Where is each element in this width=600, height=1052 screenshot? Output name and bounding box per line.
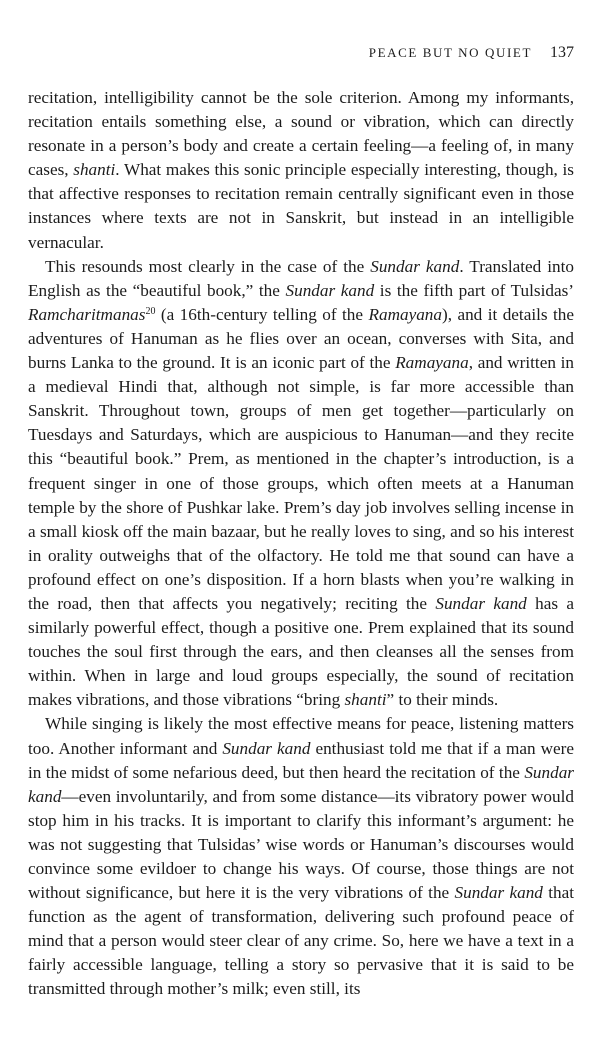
italic-run: shanti <box>73 160 116 180</box>
text-run: enthusiast told me that if a man were in the midst of some nefarious deed, but then heard the recitation of the <box>28 738 574 782</box>
italic-run: Sundar kand <box>222 738 311 758</box>
text-run: that function as the agent of transformation, delivering such profound peace of mind that a person would steer clear of any crime. So, here we have a text in a fairly accessible language, telling a story so pervasive that it is said to be transmitted through mother’s milk; even still, its <box>28 883 574 999</box>
italic-run: shanti <box>344 690 387 710</box>
italic-run: Sundar kand <box>28 762 574 806</box>
text-run: ” to their minds. <box>386 690 499 710</box>
italic-run: Sundar kand <box>435 593 527 613</box>
italic-run: Ramayana <box>368 304 442 324</box>
italic-run: Sundar kand <box>285 280 375 300</box>
footnote-ref: 20 <box>145 305 156 317</box>
text-run: (a 16th-century telling of the <box>155 304 369 324</box>
running-head <box>340 44 574 62</box>
text-run: This resounds most clearly in the case of the <box>45 256 371 276</box>
paragraph <box>28 712 574 1001</box>
paragraph <box>28 86 574 255</box>
paragraph <box>28 255 574 713</box>
italic-run: Sundar kand <box>370 256 460 276</box>
text-run: . What makes this sonic principle especially interesting, though, is that affective responses to recitation remain centrally significant even in those instances where texts are not in Sanskrit, but instead in an intelligible vernacular. <box>28 160 574 252</box>
text-run: is the fifth part of Tulsidas’ <box>374 280 574 300</box>
text-run: ), and it details the adventures of Hanuman as he flies over an ocean, converses with Sita, and burns Lanka to the ground. It is an iconic part of the <box>28 304 574 373</box>
running-title: PEACE BUT NO QUIET <box>368 45 532 60</box>
italic-run: Ramcharitmanas <box>28 304 146 324</box>
text-run: recitation, intelligibility cannot be the sole criterion. Among my informants, recitation entails something else, a sound or vibration, which can directly resonate in a person’s body and create a certain feeling—a feeling of, in many cases, <box>28 88 574 180</box>
italic-run: Sundar kand <box>454 883 543 903</box>
italic-run: Ramayana <box>395 353 469 373</box>
body-text <box>28 86 574 1002</box>
text-run: . Translated into English as the “beautiful book,” the <box>28 256 574 300</box>
page-number: 137 <box>550 44 574 61</box>
text-run: —even involuntarily, and from some distance—its vibratory power would stop him in his tracks. It is important to clarify this informant’s argument: he was not suggesting that Tulsidas’ wise words or Hanuman’s discourses would convince some evildoer to change his ways. Of course, those things are not without significance, but here it is the very vibrations of the <box>28 786 574 903</box>
text-run: , and written in a medieval Hindi that, although not simple, is far more accessible than Sanskrit. Throughout town, groups of men get together—particularly on Tuesdays and Saturdays, which are auspicious to Hanuman—and they recite this “beautiful book.” Prem, as mentioned in the chapter’s introduction, is a frequent singer in one of those groups, which often meets at a Hanuman temple by the shore of Pushkar lake. Prem’s day job involves selling incense in a small kiosk off the main bazaar, but he really loves to sing, and so his interest in orality outweighs that of the olfactory. He told me that sound can have a profound effect on one’s disposition. If a horn blasts when you’re walking in the road, then that affects you negatively; reciting the <box>28 353 574 613</box>
text-run: has a similarly powerful effect, though a positive one. Prem explained that its sound touches the soul first through the ears, and then cleanses all the senses from within. When in large and loud groups especially, the sound of recitation makes vibrations, and those vibrations “bring <box>28 593 574 710</box>
text-run: While singing is likely the most effective means for peace, listening matters too. Another informant and <box>28 714 574 758</box>
